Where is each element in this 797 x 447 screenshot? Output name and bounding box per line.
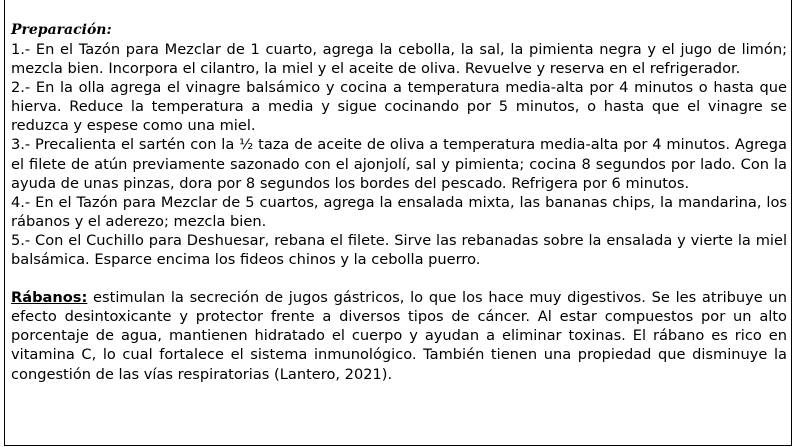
paragraph-spacer (11, 269, 787, 288)
recipe-document (4, 0, 792, 446)
step-4: 4.- En el Tazón para Mezclar de 5 cuartos, agrega la ensalada mixta, las bananas chips, la mandarina, los rábanos y el aderezo; mezcla bien. (11, 193, 787, 230)
step-3: 3.- Precalienta el sartén con la ½ taza de aceite de oliva a temperatura media-alta por 4 minutos. Agrega el filete de atún previamente sazonado con el ajonjolí, sal y pimienta; cocina 8 segundos por lado. Con la ayuda de unas pinzas, dora por 8 segundos los bordes del pescado. Refrigera por 6 minutos. (11, 136, 787, 192)
step-1: 1.- En el Tazón para Mezclar de 1 cuarto, agrega la cebolla, la sal, la pimienta negra y el jugo de limón; mezcla bien. Incorpora el cilantro, la miel y el aceite de oliva. Revuelve y reserva en el refrigerador. (11, 41, 787, 78)
note-term: Rábanos: (11, 289, 88, 307)
step-5: 5.- Con el Cuchillo para Deshuesar, rebana el filete. Sirve las rebanadas sobre la ensalada y vierte la miel balsámica. Esparce encima los fideos chinos y la cebolla puerro. (11, 231, 787, 269)
section-title: Preparación: (11, 22, 112, 38)
note-text: estimulan la secreción de jugos gástricos, lo que los hace muy digestivos. Se les atribuye un efecto desintoxicante y protector frente a diversos tipos de cáncer. Al estar compuestos por un alto porcentaje de agua, mantienen hidratado el cuerpo y ayudan a eliminar toxinas. El rábano es rico en vitamina C, lo cual fortalece el sistema inmunológico. También tienen una propiedad que disminuye la congestión de las vías respiratorias (Lantero, 2021). (11, 289, 787, 383)
radish-note (11, 288, 787, 383)
step-2: 2.- En la olla agrega el vinagre balsámico y cocina a temperatura media-alta por 4 minutos o hasta que hierva. Reduce la temperatura a media y sigue cocinando por 5 minutos, o hasta que el vinagre se reduzca y espese como una miel. (11, 79, 787, 135)
